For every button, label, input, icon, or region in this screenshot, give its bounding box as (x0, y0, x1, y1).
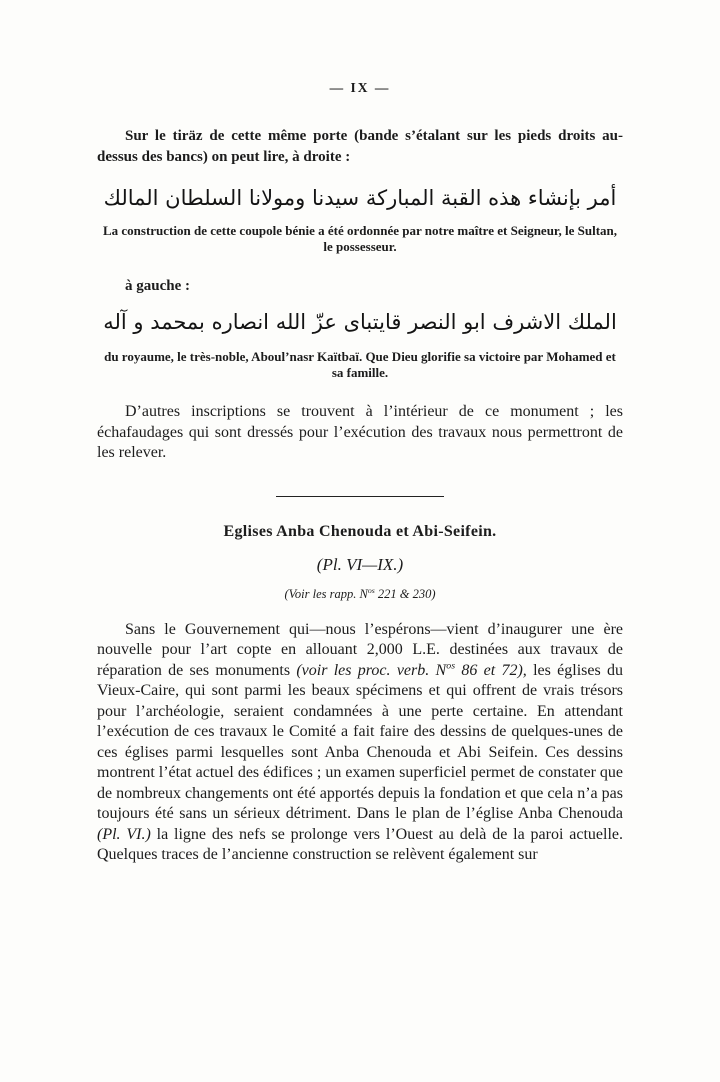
section-title: Eglises Anba Chenouda et Abi-Seifein. (223, 522, 497, 540)
plates-subtitle: (Pl. VI—IX.) (316, 554, 404, 574)
intro-paragraph: Sur le tiräz de cette même porte (bande s’étalant sur les pieds droits au-dessus des bancs) on peut lire, à droite : (97, 128, 623, 165)
arabic-inscription-left: الملك الاشرف ابو النصر قايتباى عزّ الله انصاره بمحمد و آله (103, 310, 617, 334)
caption-translation-left: du royaume, le très-noble, Aboul’nasr Kaïtbaï. Que Dieu glorifie sa victoire par Mohamed et sa famille. (104, 349, 616, 380)
report-reference: (Voir les rapp. $N^{os}$ 221 & 230) (284, 585, 436, 601)
left-direction-label: à gauche : (125, 278, 190, 294)
closing-paragraph: D’autres inscriptions se trouvent à l’intérieur de ce monument ; les échafaudages qui sont dressés pour l’exécution des travaux nous permettront de les relever. (97, 403, 623, 461)
body-paragraph: Sans le Gouvernement qui—nous l’espérons—vient d’inaugurer une ère nouvelle pour l’art copte en allouant 2,000 L.E. destinées aux travaux de réparation de ses monuments (voir les proc. verb. $N^{os}$ 86 et 72), les églises du Vieux-Caire, qui sont parmi les beaux spécimens et qui offrent de vrais trésors pour l’archéologie, seraient condamnées à une perte certaine. En attendant l’exécution de ces travaux le Comité a fait faire des dessins de quelques-unes de ces églises parmi lesquelles sont Anba Chenouda et Abi Seifein. Ces dessins montrent l’état actuel des édifices ; un examen superficiel permet de constater que de nombreux changements ont été apportés depuis la fondation et que cela n’a pas toujours été sans un sérieux détriment. Dans le plan de l’église Anba Chenouda (Pl. VI.) la ligne des nefs se prolonge vers l’Ouest au delà de la paroi actuelle. Quelques traces de l’ancienne construction se relèvent également sur (97, 620, 624, 863)
caption-translation-right: La construction de cette coupole bénie a été ordonnée par notre maître et Seigneur, le Sultan, le possesseur. (102, 223, 618, 254)
section-divider (276, 496, 444, 497)
arabic-inscription-right: أمر بإنشاء هذه القبة المباركة سيدنا ومولانا السلطان المالك (103, 186, 617, 210)
page-number: — IX — (329, 80, 391, 95)
